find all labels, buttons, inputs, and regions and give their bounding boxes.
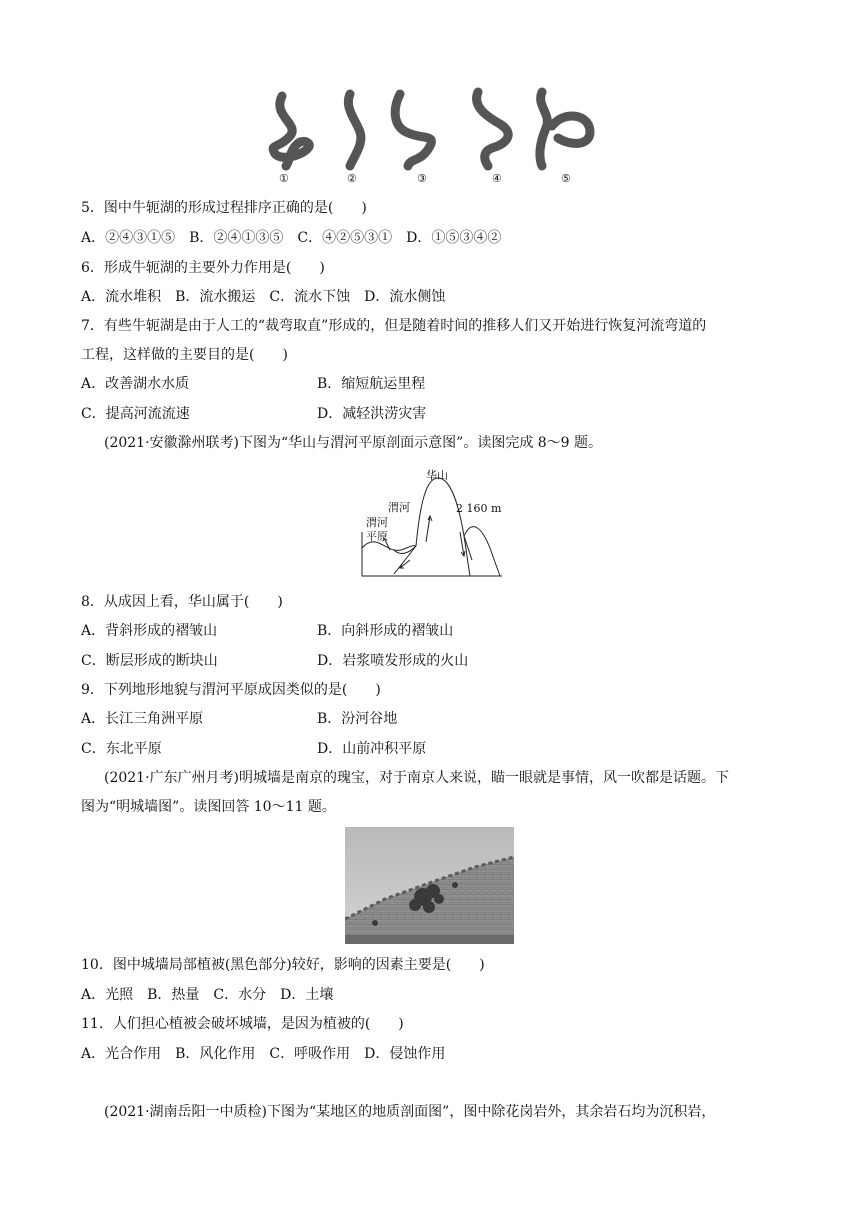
q8-option-d: D．岩浆喷发形成的火山 bbox=[317, 653, 469, 669]
meander-stage-3 bbox=[395, 94, 431, 166]
q10-stem: 10．图中城墙局部植被(黑色部分)较好，影响的因素主要是( ) bbox=[81, 957, 485, 973]
ground bbox=[345, 935, 514, 944]
q8-stem: 8．从成因上看，华山属于( ) bbox=[81, 594, 283, 610]
meander-label-1: ① bbox=[279, 172, 289, 185]
intro-next: (2021·湖南岳阳一中质检)下图为“某地区的地质剖面图”，图中除花岗岩外，其余岩石均为沉积岩， bbox=[104, 1104, 716, 1120]
q9-option-d: D．山前冲积平原 bbox=[317, 741, 427, 757]
meander-stage-2 bbox=[348, 94, 361, 166]
q9-option-a: A．长江三角洲平原 bbox=[81, 711, 204, 727]
intro-10-11-line2: 图为“明城墙图”。读图回答 10～11 题。 bbox=[81, 799, 336, 815]
q8-option-c: C．断层形成的断块山 bbox=[81, 653, 218, 669]
meander-figure bbox=[260, 86, 600, 188]
q7-stem-line1: 7．有些牛轭湖是由于人工的“裁弯取直”形成的，但是随着时间的推移人们又开始进行恢复河流弯道的 bbox=[81, 318, 707, 334]
q5-options: A．②④③①⑤ B．②④①③⑤ C．④②⑤③① D．①⑤③④② bbox=[81, 230, 502, 246]
q8-option-b: B．向斜形成的褶皱山 bbox=[317, 623, 454, 639]
q7-stem-line2: 工程，这样做的主要目的是( ) bbox=[81, 347, 288, 363]
huashan-fault bbox=[464, 536, 472, 560]
intro-8-9: (2021·安徽滁州联考)下图为“华山与渭河平原剖面示意图”。读图完成 8～9 题。 bbox=[104, 435, 603, 451]
intro-10-11-line1: (2021·广东广州月考)明城墙是南京的瑰宝，对于南京人来说，瞄一眼就是事情，风一吹都是话题。下 bbox=[104, 770, 730, 786]
q11-stem: 11．人们担心植被会破坏城墙，是因为植被的( ) bbox=[81, 1016, 404, 1032]
q7-option-a: A．改善湖水水质 bbox=[81, 376, 190, 392]
q7-option-c: C．提高河流流速 bbox=[81, 406, 190, 422]
city-wall-photo bbox=[345, 827, 514, 944]
q7-option-b: B．缩短航运里程 bbox=[317, 376, 426, 392]
meander-label-5: ⑤ bbox=[561, 172, 571, 185]
q10-options: A．光照 B．热量 C．水分 D．土壤 bbox=[81, 987, 334, 1003]
meander-stage-4 bbox=[477, 92, 509, 166]
q6-stem: 6．形成牛轭湖的主要外力作用是( ) bbox=[81, 260, 325, 276]
meander-stage-5 bbox=[540, 92, 547, 166]
label-huashan: 华山 bbox=[426, 469, 448, 482]
meander-label-3: ③ bbox=[417, 172, 427, 185]
arrow-down-right bbox=[460, 532, 464, 556]
q11-options: A．光合作用 B．风化作用 C．呼吸作用 D．侵蚀作用 bbox=[81, 1046, 446, 1062]
meander-label-2: ② bbox=[347, 172, 357, 185]
label-height: 2 160 m bbox=[456, 502, 502, 515]
q5-stem: 5．图中牛轭湖的形成过程排序正确的是( ) bbox=[81, 200, 367, 216]
label-plain-1: 渭河 bbox=[366, 516, 388, 529]
q7-option-d: D．减轻洪涝灾害 bbox=[317, 406, 427, 422]
q8-option-a: A．背斜形成的褶皱山 bbox=[81, 623, 218, 639]
huashan-mountain bbox=[416, 478, 470, 576]
q6-options: A．流水堆积 B．流水搬运 C．流水下蚀 D．流水侧蚀 bbox=[81, 289, 446, 305]
label-weihe: 渭河 bbox=[388, 501, 410, 514]
meander-label-4: ④ bbox=[492, 172, 502, 185]
label-plain-2: 平原 bbox=[366, 530, 388, 543]
q9-option-b: B．汾河谷地 bbox=[317, 711, 398, 727]
oxbow-lake bbox=[552, 116, 590, 143]
meander-stage-1 bbox=[273, 96, 309, 166]
q9-stem: 9．下列地形地貌与渭河平原成因类似的是( ) bbox=[81, 682, 381, 698]
q9-option-c: C．东北平原 bbox=[81, 741, 162, 757]
